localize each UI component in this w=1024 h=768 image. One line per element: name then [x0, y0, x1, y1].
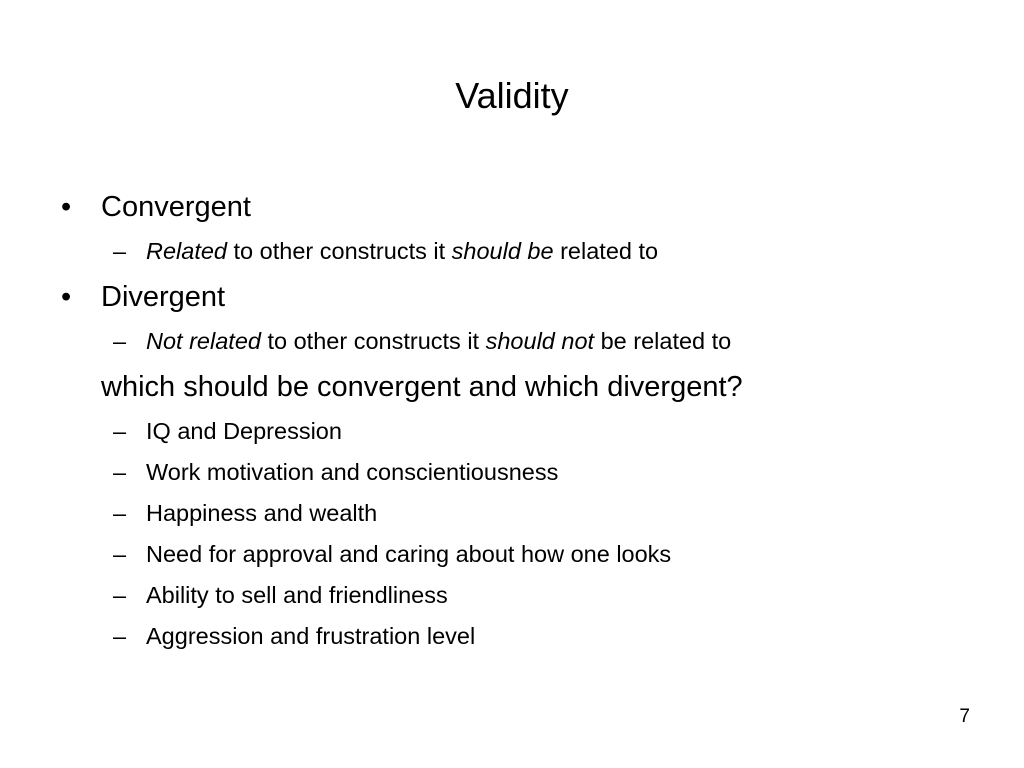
- pair-item: [113, 621, 476, 651]
- bullet-marker: •: [61, 281, 72, 313]
- emphasis-text: should not: [485, 328, 595, 354]
- dash-marker: –: [113, 500, 127, 526]
- dash-marker: –: [113, 541, 127, 567]
- bullet-label: Convergent: [101, 191, 251, 223]
- page-number: 7: [959, 706, 970, 727]
- bullet-label: Divergent: [101, 281, 226, 313]
- dash-marker: –: [113, 238, 127, 264]
- plain-text: to other constructs it: [227, 238, 452, 264]
- plain-text: be related to: [594, 328, 732, 354]
- bullet-item-divergent: [61, 279, 226, 315]
- pair-item: [113, 539, 672, 569]
- pair-text: Happiness and wealth: [146, 500, 378, 526]
- emphasis-text: should be: [451, 238, 554, 264]
- sub-item-convergent-definition: [113, 236, 659, 266]
- emphasis-text: Not related: [146, 328, 261, 354]
- dash-marker: –: [113, 459, 127, 485]
- dash-marker: –: [113, 328, 127, 354]
- plain-text: to other constructs it: [260, 328, 486, 354]
- pair-text: IQ and Depression: [146, 418, 342, 444]
- sub-item-divergent-definition: [113, 326, 732, 356]
- dash-marker: –: [113, 623, 127, 649]
- slide-title: Validity: [455, 75, 569, 116]
- pair-item: [113, 457, 559, 487]
- pair-item: [113, 498, 378, 528]
- emphasis-text: Related: [146, 238, 227, 264]
- pair-text: Aggression and frustration level: [146, 623, 476, 649]
- bullet-marker: •: [61, 191, 72, 223]
- pair-text: Work motivation and conscientiousness: [146, 459, 559, 485]
- pair-text: Ability to sell and friendliness: [146, 582, 448, 608]
- bullet-item-convergent: [61, 189, 251, 225]
- pair-item: [113, 416, 342, 446]
- question-text: which should be convergent and which divergent?: [101, 371, 743, 403]
- dash-marker: –: [113, 582, 127, 608]
- dash-marker: –: [113, 418, 127, 444]
- pair-item: [113, 580, 448, 610]
- plain-text: related to: [553, 238, 659, 264]
- pair-text: Need for approval and caring about how one looks: [146, 541, 672, 567]
